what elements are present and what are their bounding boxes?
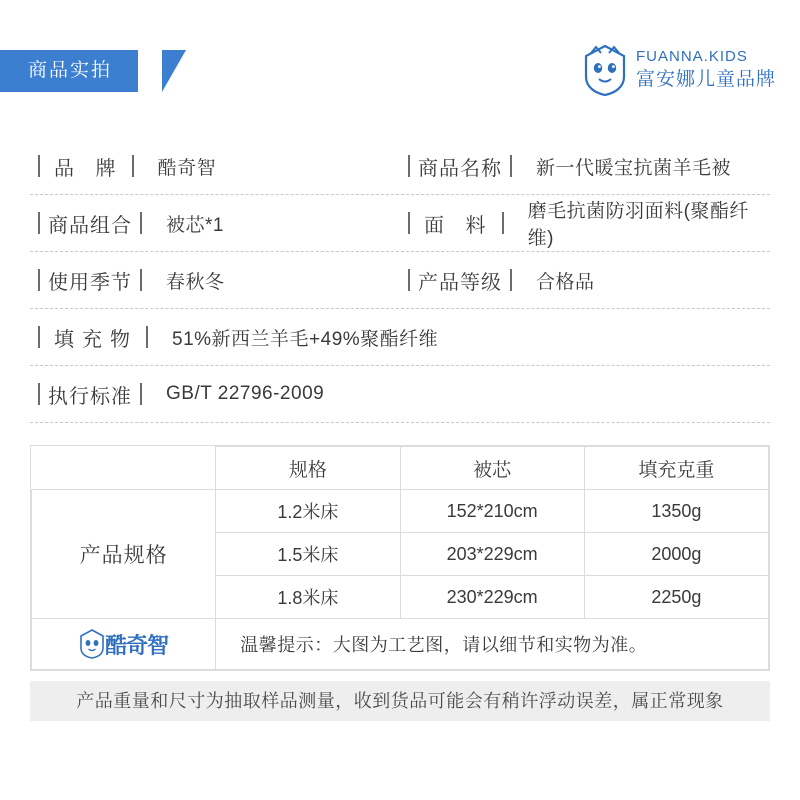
spec-list <box>30 138 770 423</box>
spec-label-text: 填充物 <box>54 328 138 351</box>
table-cell: 203*229cm <box>400 533 584 576</box>
table-cell: 2000g <box>584 533 768 576</box>
divider-bar <box>140 269 142 291</box>
spec-row <box>30 195 770 252</box>
spec-label <box>400 209 512 238</box>
spec-label <box>30 209 150 238</box>
footer-disclaimer: 产品重量和尺寸为抽取样品测量，收到货品可能会有稍许浮动误差，属正常现象 <box>30 681 770 721</box>
divider-bar <box>38 155 40 177</box>
spec-value: 春秋冬 <box>166 271 225 293</box>
spec-row <box>30 309 770 366</box>
spec-label <box>400 266 520 295</box>
table-tip-note: 温馨提示：大图为工艺图，请以细节和实物为准。 <box>216 619 769 670</box>
spec-row <box>30 366 770 423</box>
spec-value: 51%新西兰羊毛+49%聚酯纤维 <box>172 328 439 350</box>
divider-bar <box>132 155 134 177</box>
divider-bar <box>140 383 142 405</box>
spec-cell <box>30 252 400 308</box>
table-row <box>32 447 769 490</box>
spec-label-text: 商品名称 <box>418 157 502 180</box>
kuqizhi-bear-icon <box>79 629 105 659</box>
spec-label-text: 产品等级 <box>418 271 502 294</box>
spec-value: 酷奇智 <box>157 157 217 179</box>
table-cell: 1.5米床 <box>216 533 400 576</box>
divider-bar <box>408 155 410 177</box>
spec-value: GB/T 22796-2009 <box>166 383 325 404</box>
spec-cell <box>30 309 770 365</box>
table-left-title: 产品规格 <box>32 490 216 619</box>
spec-row <box>30 138 770 195</box>
table-cell: 230*229cm <box>400 576 584 619</box>
table-row <box>32 619 769 670</box>
divider-bar <box>38 269 40 291</box>
divider-bar <box>38 212 40 234</box>
brand-logo-icon <box>582 44 628 96</box>
spec-value: 被芯*1 <box>166 214 224 236</box>
divider-bar <box>38 383 40 405</box>
divider-bar <box>408 269 410 291</box>
section-title-tab: 商品实拍 <box>0 50 138 92</box>
spec-label-text: 面 料 <box>424 214 494 237</box>
table-header-core: 被芯 <box>400 447 584 490</box>
divider-bar <box>140 212 142 234</box>
table-row <box>32 490 769 533</box>
brand-block <box>582 44 776 96</box>
spec-cell <box>400 138 770 194</box>
table-header-weight: 填充克重 <box>584 447 768 490</box>
spec-label <box>30 266 150 295</box>
spec-label <box>30 152 142 181</box>
spec-value: 新一代暖宝抗菌羊毛被 <box>536 157 732 179</box>
spec-label-text: 使用季节 <box>48 271 132 294</box>
spec-label-text: 执行标准 <box>48 385 132 408</box>
table-cell: 152*210cm <box>400 490 584 533</box>
spec-cell <box>30 366 770 422</box>
brand-name-cn: 富安娜儿童品牌 <box>635 69 776 90</box>
divider-bar <box>146 326 148 348</box>
product-spec-table <box>30 445 770 671</box>
spec-cell <box>400 195 770 251</box>
divider-bar <box>510 269 512 291</box>
brand-name-en: FUANNA.KIDS <box>635 48 748 65</box>
section-title-tab-corner <box>162 50 186 92</box>
sub-brand-text: 酷奇智 <box>105 632 169 658</box>
spec-cell <box>30 138 400 194</box>
brand-text <box>636 47 776 93</box>
divider-bar <box>510 155 512 177</box>
sub-brand-logo-icon <box>32 619 216 670</box>
divider-bar <box>38 326 40 348</box>
spec-value: 磨毛抗菌防羽面料(聚酯纤维) <box>527 201 749 249</box>
table-cell-empty <box>32 447 216 490</box>
divider-bar <box>408 212 410 234</box>
table-header-size: 规格 <box>216 447 400 490</box>
spec-label-text: 品 牌 <box>54 157 124 180</box>
page-header <box>0 0 800 120</box>
table-cell: 2250g <box>584 576 768 619</box>
spec-label <box>30 380 150 409</box>
table-cell: 1.2米床 <box>216 490 400 533</box>
spec-label <box>400 152 520 181</box>
divider-bar <box>502 212 504 234</box>
spec-cell <box>30 195 400 251</box>
spec-label <box>30 323 156 352</box>
table-cell: 1350g <box>584 490 768 533</box>
spec-row <box>30 252 770 309</box>
table-cell: 1.8米床 <box>216 576 400 619</box>
spec-value: 合格品 <box>536 271 595 293</box>
spec-cell <box>400 252 770 308</box>
spec-label-text: 商品组合 <box>48 214 132 237</box>
